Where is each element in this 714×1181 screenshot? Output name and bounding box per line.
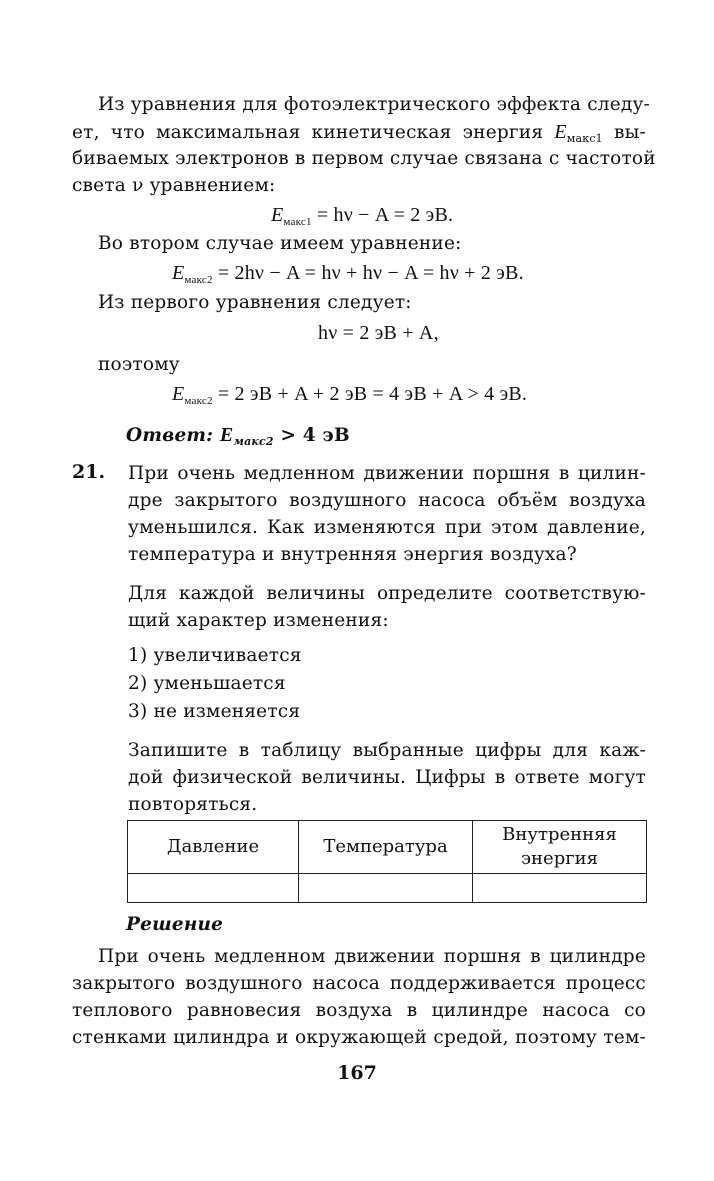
answer-value: > 4 эВ [273, 425, 350, 446]
answer-table [127, 820, 647, 903]
solution-line-3: теплового равновесия воздуха в цилиндре насоса со [72, 1000, 646, 1021]
eq4-subscript: макс2 [184, 395, 213, 407]
temperature-answer-cell[interactable] [299, 874, 473, 903]
therefore-text: поэтому [98, 354, 180, 375]
header-internal-energy-line2: энергия [520, 848, 599, 869]
energy-subscript: макс1 [566, 132, 603, 145]
table-instruction-line-3: повторяться. [128, 794, 258, 815]
solution-line-1: При очень медленном движении поршня в цилиндре [98, 946, 646, 967]
table-instruction-line-2: дой физической величины. Цифры в ответе могут [128, 767, 646, 788]
eq1-energy-symbol: E [271, 204, 284, 226]
eq1-subscript: макс1 [283, 216, 312, 228]
header-internal-energy [473, 821, 647, 874]
intro-line-2-text: ет, что максимальная кинетическая энергия [72, 122, 555, 143]
solution-line-4: стенками цилиндра и окружающей средой, поэтому тем- [72, 1027, 646, 1048]
intro-line-1: Из уравнения для фотоэлектрического эффекта следу- [98, 94, 651, 115]
equation-2 [172, 260, 524, 293]
intro-line-2-end: вы- [602, 122, 646, 143]
instruction-line-1: Для каждой величины определите соответствую- [128, 583, 646, 604]
second-case-text: Во втором случае имеем уравнение: [98, 233, 462, 254]
pressure-answer-cell[interactable] [128, 874, 299, 903]
answer-energy-symbol: E [219, 424, 234, 446]
problem-line-2: дре закрытого воздушного насоса объём воздуха [128, 490, 646, 511]
internal-energy-answer-cell[interactable] [473, 874, 647, 903]
equation-4 [172, 381, 527, 414]
answer-line [126, 422, 350, 455]
eq4-rest: = 2 эВ + A + 2 эВ = 4 эВ + A > 4 эВ. [212, 383, 528, 405]
answer-table-row [128, 874, 647, 903]
problem-line-3: уменьшился. Как изменяются при этом давление, [128, 517, 646, 538]
eq1-rest: = hν − A = 2 эВ. [311, 204, 454, 226]
page-number: 167 [337, 1062, 377, 1084]
problem-line-4: температура и внутренняя энергия воздуха? [128, 544, 577, 565]
option-1: 1) увеличивается [128, 645, 302, 666]
answer-label: Ответ: [126, 425, 220, 446]
solution-heading: Решение [126, 914, 224, 935]
energy-symbol: E [554, 121, 567, 143]
solution-line-2: закрытого воздушного насоса поддерживается процесс [72, 973, 646, 994]
option-2: 2) уменьшается [128, 673, 286, 694]
header-temperature: Температура [299, 821, 473, 874]
intro-line-4: света ν уравнением: [72, 175, 276, 196]
header-pressure: Давление [128, 821, 299, 874]
problem-line-1: При очень медленном движении поршня в цилин- [128, 463, 646, 484]
option-3: 3) не изменяется [128, 701, 301, 722]
eq2-energy-symbol: E [172, 262, 185, 284]
instruction-line-2: щий характер изменения: [128, 610, 389, 631]
eq4-energy-symbol: E [172, 383, 185, 405]
intro-line-3: биваемых электронов в первом случае связана с частотой [72, 148, 656, 169]
table-instruction-line-1: Запишите в таблицу выбранные цифры для каж- [128, 740, 646, 761]
header-internal-energy-line1: Внутренняя [502, 824, 617, 845]
equation-3: hν = 2 эВ + A, [318, 322, 439, 344]
eq2-rest: = 2hν − A = hν + hν − A = hν + 2 эВ. [212, 262, 524, 284]
eq2-subscript: макс2 [184, 274, 213, 286]
answer-table-header [128, 821, 647, 874]
problem-number: 21. [72, 461, 106, 483]
answer-subscript: макс2 [233, 435, 274, 448]
first-follows-text: Из первого уравнения следует: [98, 292, 412, 313]
